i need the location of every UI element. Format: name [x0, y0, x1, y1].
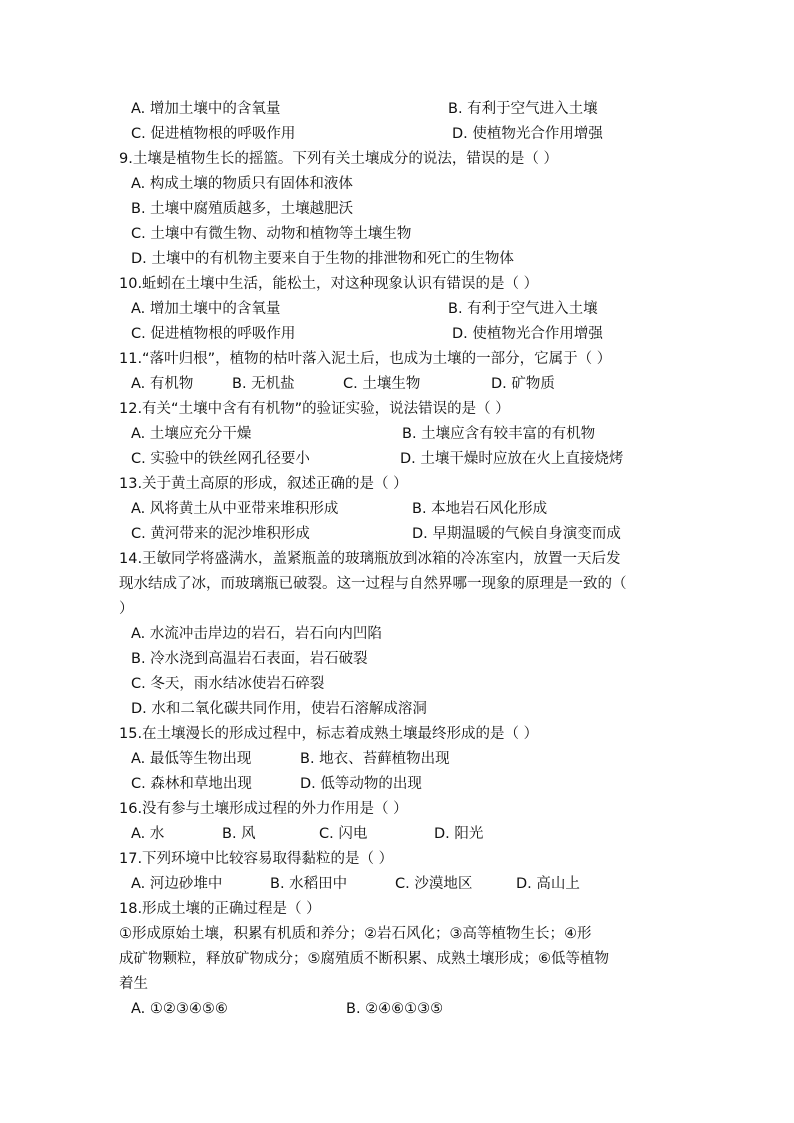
- q12-option-d: D. 土壤干燥时应放在火上直接烧烤: [400, 451, 624, 467]
- q18-option-b: B. ②④⑥①③⑤: [346, 1001, 444, 1017]
- q8-option-d: D. 使植物光合作用增强: [452, 126, 603, 142]
- q10-option-d: D. 使植物光合作用增强: [452, 326, 603, 342]
- q11-option-a: A. 有机物: [131, 376, 194, 392]
- q17-option-b: B. 水稻田中: [270, 876, 348, 892]
- q16-option-a: A. 水: [131, 826, 165, 842]
- q12-option-c: C. 实验中的铁丝网孔径要小: [131, 451, 310, 467]
- q16-option-d: D. 阳光: [434, 826, 484, 842]
- q8-option-b: B. 有利于空气进入土壤: [448, 101, 598, 117]
- q18-body-line1: ①形成原始土壤，积累有机质和养分；②岩石风化；③高等植物生长；④形: [119, 926, 592, 942]
- q13-option-a: A. 风将黄土从中亚带来堆积形成: [131, 501, 339, 517]
- q9-option-c: C. 土壤中有微生物、动物和植物等土壤生物: [131, 226, 412, 242]
- q8-option-a: A. 增加土壤中的含氧量: [131, 101, 281, 117]
- q17-stem: 17.下列环境中比较容易取得黏粒的是（ ）: [119, 851, 394, 867]
- q18-body-line3: 着生: [119, 976, 148, 992]
- q13-option-d: D. 早期温暖的气候自身演变而成: [412, 526, 621, 542]
- q13-option-c: C. 黄河带来的泥沙堆积形成: [131, 526, 310, 542]
- q17-option-c: C. 沙漠地区: [395, 876, 473, 892]
- q11-option-c: C. 土壤生物: [343, 376, 421, 392]
- q14-stem-line2: 现水结成了冰，而玻璃瓶已破裂。这一过程与自然界哪一现象的原理是一致的（: [119, 576, 627, 592]
- q13-option-b: B. 本地岩石风化形成: [412, 501, 548, 517]
- q18-option-a: A. ①②③④⑤⑥: [131, 1001, 228, 1017]
- q8-option-c: C. 促进植物根的呼吸作用: [131, 126, 296, 142]
- q10-option-c: C. 促进植物根的呼吸作用: [131, 326, 296, 342]
- q14-option-d: D. 水和二氧化碳共同作用，使岩石溶解成溶洞: [131, 701, 427, 717]
- q9-option-d: D. 土壤中的有机物主要来自于生物的排泄物和死亡的生物体: [131, 251, 514, 267]
- q14-option-c: C. 冬天，雨水结冰使岩石碎裂: [131, 676, 325, 692]
- q15-option-b: B. 地衣、苔藓植物出现: [300, 751, 450, 767]
- q12-stem: 12.有关“土壤中含有有机物”的验证实验，说法错误的是（ ）: [119, 401, 510, 417]
- q12-option-a: A. 土壤应充分干燥: [131, 426, 252, 442]
- q11-stem: 11.“落叶归根”，植物的枯叶落入泥土后，也成为土壤的一部分，它属于（ ）: [119, 351, 612, 367]
- q11-option-d: D. 矿物质: [491, 376, 555, 392]
- q16-option-b: B. 风: [222, 826, 256, 842]
- q16-stem: 16.没有参与土壤形成过程的外力作用是（ ）: [119, 801, 408, 817]
- q10-option-b: B. 有利于空气进入土壤: [448, 301, 598, 317]
- q9-option-b: B. 土壤中腐殖质越多，土壤越肥沃: [131, 201, 354, 217]
- q16-option-c: C. 闪电: [319, 826, 368, 842]
- q15-stem: 15.在土壤漫长的形成过程中，标志着成熟土壤最终形成的是（ ）: [119, 726, 539, 742]
- q15-option-a: A. 最低等生物出现: [131, 751, 252, 767]
- q11-option-b: B. 无机盐: [232, 376, 295, 392]
- q9-stem: 9.土壤是植物生长的摇篮。下列有关土壤成分的说法，错误的是（ ）: [119, 151, 558, 167]
- q14-option-b: B. 冷水浇到高温岩石表面，岩石破裂: [131, 651, 368, 667]
- q12-option-b: B. 土壤应含有较丰富的有机物: [402, 426, 596, 442]
- q13-stem: 13.关于黄土高原的形成，叙述正确的是（ ）: [119, 476, 408, 492]
- q18-stem: 18.形成土壤的正确过程是（ ）: [119, 901, 321, 917]
- q17-option-d: D. 高山上: [516, 876, 580, 892]
- q14-stem-line1: 14.王敏同学将盛满水，盖紧瓶盖的玻璃瓶放到冰箱的冷冻室内，放置一天后发: [119, 551, 621, 567]
- q14-stem-line3: ）: [119, 601, 134, 617]
- q17-option-a: A. 河边砂堆中: [131, 876, 223, 892]
- q10-stem: 10.蚯蚓在土壤中生活，能松土，对这种现象认识有错误的是（ ）: [119, 276, 539, 292]
- q15-option-d: D. 低等动物的出现: [300, 776, 422, 792]
- q14-option-a: A. 水流冲击岸边的岩石，岩石向内凹陷: [131, 626, 382, 642]
- q15-option-c: C. 森林和草地出现: [131, 776, 252, 792]
- q9-option-a: A. 构成土壤的物质只有固体和液体: [131, 176, 353, 192]
- q10-option-a: A. 增加土壤中的含氧量: [131, 301, 281, 317]
- q18-body-line2: 成矿物颗粒，释放矿物成分；⑤腐殖质不断积累、成熟土壤形成；⑥低等植物: [119, 951, 609, 967]
